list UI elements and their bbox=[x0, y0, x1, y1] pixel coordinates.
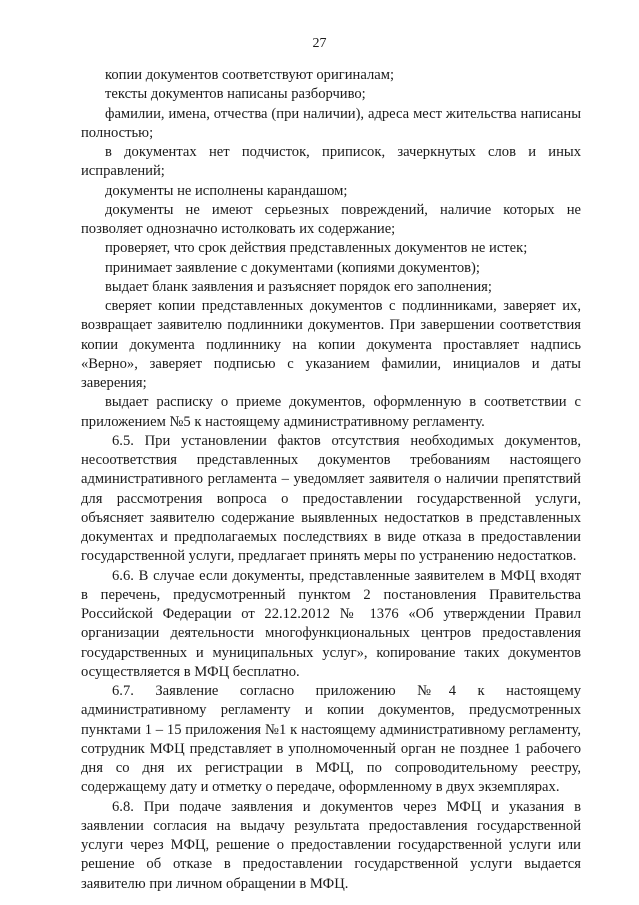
clause-6-5: 6.5. При установлении фактов отсутствия необходимых документов, несоответствия представленных документов требованиям настоящего административного регламента – уведомляет заявителя о наличии препятствий для рассмотрения вопроса о предоставлении государственной услуги, объясняет заявителю содержание выявленных недостатков в представленных документах и предполагаемых последствиях в виде отказа в предоставлении государственной услуги, предлагает принять меры по устранению недостатков. bbox=[81, 432, 581, 565]
check-item-no-pencil: документы не исполнены карандашом; bbox=[105, 182, 348, 199]
clause-6-7: 6.7. Заявление согласно приложению №4 к настоящему административному регламенту и копии документов, предусмотренных пунктами 1 – 15 приложения №1 к настоящему административному регламенту, сотрудник МФЦ представляет в уполномоченный орган не позднее 1 рабочего дня со дня их регистрации в МФЦ, по сопроводительному реестру, содержащему дату и отметку о передаче, оформленному в двух экземплярах. bbox=[81, 683, 581, 796]
check-item-copies-match: копии документов соответствуют оригиналам; bbox=[105, 67, 395, 83]
check-item-names-full: фамилии, имена, отчества (при наличии), адреса мест жительства написаны полностью; bbox=[81, 105, 581, 141]
document-body bbox=[81, 66, 581, 894]
check-item-validity: проверяет, что срок действия представленных документов не истек; bbox=[105, 240, 528, 257]
clause-6-8: 6.8. При подаче заявления и документов через МФЦ и указания в заявлении согласия на выдачу результата предоставления государственной услуги через МФЦ, решение о предоставлении государственной услуги или решение об отказе в предоставлении государственной услуги выдается заявителю при личном обращении в МФЦ. bbox=[81, 798, 581, 892]
check-item-receipt: выдает расписку о приеме документов, оформленную в соответствии с приложением №5 к настоящему административному регламенту. bbox=[81, 394, 581, 430]
check-item-no-damage: документы не имеют серьезных повреждений, наличие которых не позволяет однозначно истолковать их содержание; bbox=[81, 201, 581, 237]
clause-6-6: 6.6. В случае если документы, представленные заявителем в МФЦ входят в перечень, предусмотренный пунктом 2 постановления Правительства Российской Федерации от 22.12.2012 № 1376 «Об утверждении Правил организации деятельности многофункциональных центров предоставления государственных и муниципальных услуг», копирование таких документов осуществляется в МФЦ бесплатно. bbox=[81, 567, 581, 680]
check-item-accepts: принимает заявление с документами (копиями документов); bbox=[105, 259, 480, 276]
check-item-no-erasures: в документах нет подчисток, приписок, зачеркнутых слов и иных исправлений; bbox=[81, 144, 581, 180]
check-item-verifies-copies: сверяет копии представленных документов с подлинниками, заверяет их, возвращает заявителю подлинники документов. При завершении соответствия копии документа подлиннику на копии документа проставляет надпись «Верно», заверяет подписью с указанием фамилии, инициалов и даты заверения; bbox=[81, 298, 581, 391]
check-item-issues-form: выдает бланк заявления и разъясняет порядок его заполнения; bbox=[105, 278, 492, 295]
check-item-legible: тексты документов написаны разборчиво; bbox=[105, 86, 366, 103]
page-number: 27 bbox=[312, 36, 327, 51]
